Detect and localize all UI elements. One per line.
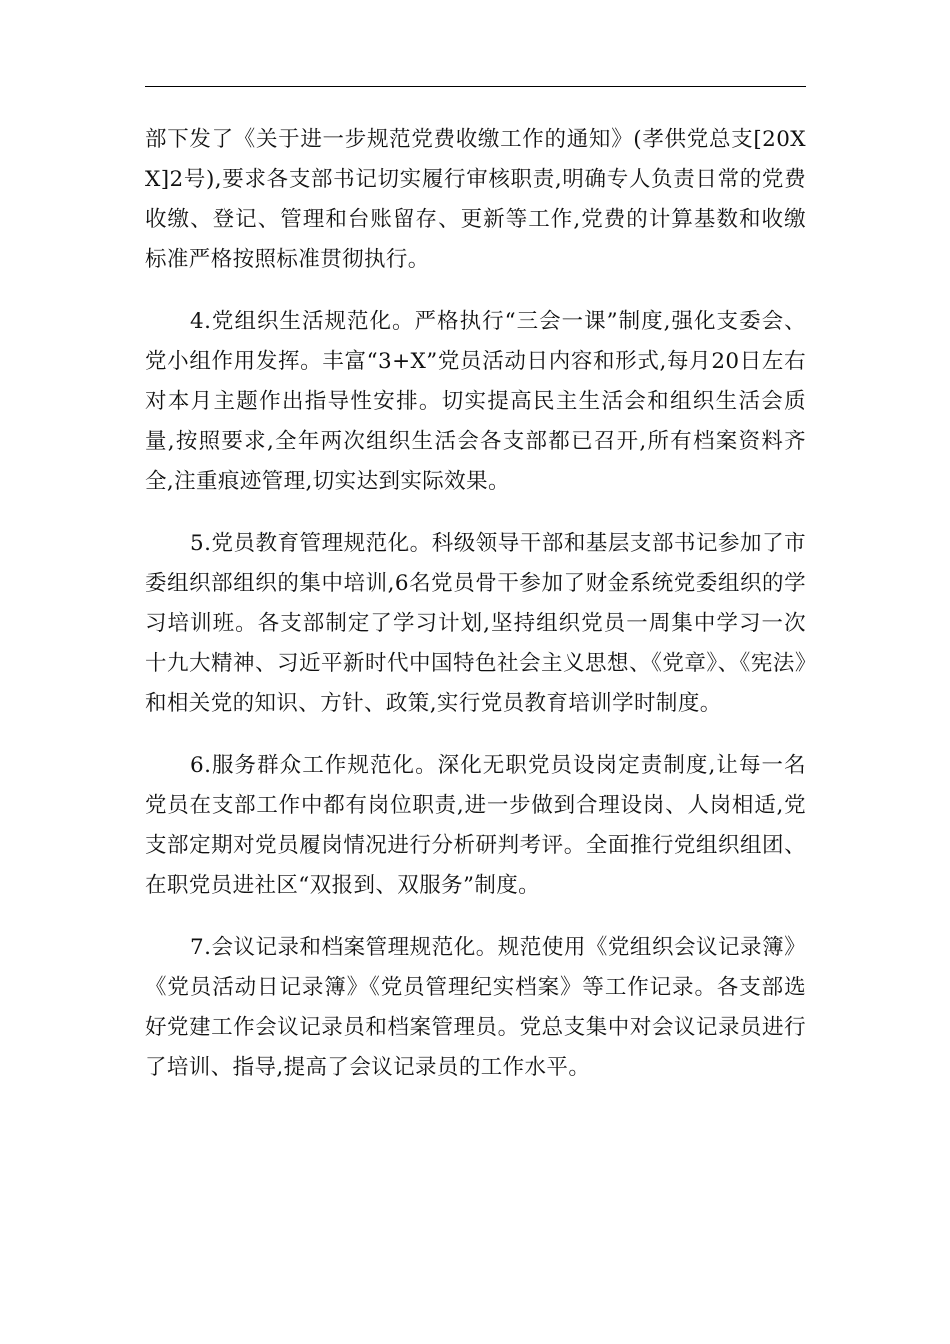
header-rule [145,86,806,87]
paragraph-item-5: 5.党员教育管理规范化。科级领导干部和基层支部书记参加了市委组织部组织的集中培训,6名党员骨干参加了财金系统党委组织的学习培训班。各支部制定了学习计划,坚持组织党员一周集中学习一次十九大精神、习近平新时代中国特色社会主义思想、《党章》、《宪法》和相关党的知识、方针、政策,实行党员教育培训学时制度。 [145,531,806,716]
document-body [145,120,806,1110]
paragraph-continuation: 部下发了《关于进一步规范党费收缴工作的通知》(孝供党总支[20XX]2号),要求各支部书记切实履行审核职责,明确专人负责日常的党费收缴、登记、管理和台账留存、更新等工作,党费的计算基数和收缴标准严格按照标准贯彻执行。 [145,127,806,272]
paragraph-item-7: 7.会议记录和档案管理规范化。规范使用《党组织会议记录簿》《党员活动日记录簿》《党员管理纪实档案》等工作记录。各支部选好党建工作会议记录员和档案管理员。党总支集中对会议记录员进行了培训、指导,提高了会议记录员的工作水平。 [145,935,806,1080]
paragraph-item-4: 4.党组织生活规范化。严格执行“三会一课”制度,强化支委会、党小组作用发挥。丰富“3+X”党员活动日内容和形式,每月20日左右对本月主题作出指导性安排。切实提高民主生活会和组织生活会质量,按照要求,全年两次组织生活会各支部都已召开,所有档案资料齐全,注重痕迹管理,切实达到实际效果。 [145,309,806,494]
paragraph-item-6: 6.服务群众工作规范化。深化无职党员设岗定责制度,让每一名党员在支部工作中都有岗位职责,进一步做到合理设岗、人岗相适,党支部定期对党员履岗情况进行分析研判考评。全面推行党组织组团、在职党员进社区“双报到、双服务”制度。 [145,753,806,898]
